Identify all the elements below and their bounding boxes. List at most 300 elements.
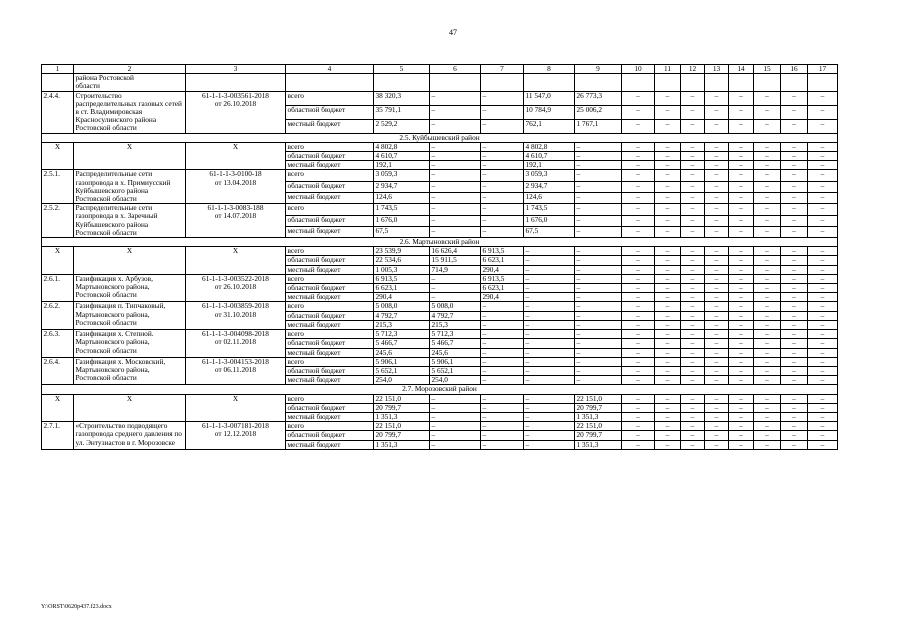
value-cell: 215,3 xyxy=(374,320,430,329)
value-cell: 5 466,7 xyxy=(430,339,481,348)
empty-cell xyxy=(729,74,754,91)
budget-label: всего xyxy=(286,422,374,431)
value-cell: – xyxy=(481,357,524,366)
value-cell: – xyxy=(622,170,655,181)
value-cell: – xyxy=(729,170,754,181)
value-cell: – xyxy=(622,412,655,421)
value-cell: – xyxy=(729,348,754,357)
value-cell: 254,0 xyxy=(430,376,481,385)
value-cell: – xyxy=(781,192,808,203)
value-cell: – xyxy=(481,215,524,226)
column-number: 5 xyxy=(374,65,430,74)
budget-label: областной бюджет xyxy=(286,256,374,265)
column-number: 6 xyxy=(430,65,481,74)
value-cell: – xyxy=(754,215,781,226)
value-cell: – xyxy=(681,403,705,412)
budget-label: всего xyxy=(286,247,374,256)
value-cell: – xyxy=(575,204,622,215)
value-cell: – xyxy=(622,366,655,375)
registration-code: 61-1-1-3-0083-188 от 14.07.2018 xyxy=(186,204,286,238)
value-cell: – xyxy=(681,293,705,302)
value-cell: – xyxy=(808,204,838,215)
value-cell: – xyxy=(781,422,808,431)
value-cell: – xyxy=(729,403,754,412)
value-cell: – xyxy=(729,192,754,203)
value-cell: 6 623,1 xyxy=(374,284,430,293)
value-cell: 4 610,7 xyxy=(524,152,575,161)
value-cell: – xyxy=(808,293,838,302)
value-cell: – xyxy=(524,348,575,357)
value-cell: – xyxy=(729,142,754,151)
table-row xyxy=(42,204,838,215)
value-cell: – xyxy=(681,181,705,192)
value-cell: – xyxy=(681,161,705,170)
value-cell: – xyxy=(524,403,575,412)
value-cell: – xyxy=(729,274,754,283)
value-cell: – xyxy=(681,302,705,311)
row-number: 2.6.4. xyxy=(42,357,74,385)
empty-cell xyxy=(705,74,729,91)
value-cell: – xyxy=(655,256,681,265)
value-cell: – xyxy=(808,284,838,293)
value-cell: 245,6 xyxy=(374,348,430,357)
column-number: 11 xyxy=(655,65,681,74)
value-cell: – xyxy=(622,431,655,440)
value-cell: – xyxy=(481,119,524,133)
value-cell: – xyxy=(808,302,838,311)
value-cell: – xyxy=(754,181,781,192)
value-cell: – xyxy=(754,348,781,357)
empty-cell xyxy=(286,74,374,91)
value-cell: – xyxy=(622,181,655,192)
value-cell: – xyxy=(781,293,808,302)
value-cell: – xyxy=(808,226,838,237)
value-cell: – xyxy=(681,320,705,329)
column-number: 3 xyxy=(186,65,286,74)
value-cell: – xyxy=(481,181,524,192)
value-cell: 22 151,0 xyxy=(374,422,430,431)
value-cell: – xyxy=(705,170,729,181)
table-row xyxy=(42,357,838,366)
value-cell: – xyxy=(575,320,622,329)
column-number: 16 xyxy=(781,65,808,74)
value-cell: 2 934,7 xyxy=(374,181,430,192)
value-cell: – xyxy=(524,247,575,256)
value-cell: – xyxy=(808,394,838,403)
value-cell: 124,6 xyxy=(524,192,575,203)
value-cell: – xyxy=(781,256,808,265)
value-cell: – xyxy=(705,247,729,256)
value-cell: – xyxy=(705,320,729,329)
budget-label: областной бюджет xyxy=(286,403,374,412)
value-cell: – xyxy=(575,366,622,375)
value-cell: – xyxy=(622,357,655,366)
object-name: Х xyxy=(74,247,186,275)
value-cell: – xyxy=(622,311,655,320)
value-cell: 22 151,0 xyxy=(374,394,430,403)
value-cell: 5 906,1 xyxy=(374,357,430,366)
value-cell: – xyxy=(808,357,838,366)
value-cell: – xyxy=(729,247,754,256)
value-cell: – xyxy=(781,170,808,181)
value-cell: – xyxy=(524,265,575,274)
budget-label: местный бюджет xyxy=(286,192,374,203)
value-cell: – xyxy=(575,311,622,320)
value-cell: – xyxy=(655,265,681,274)
row-number: 2.6.2. xyxy=(42,302,74,330)
value-cell: – xyxy=(808,412,838,421)
value-cell: – xyxy=(808,376,838,385)
value-cell: – xyxy=(781,284,808,293)
empty-cell xyxy=(524,74,575,91)
value-cell: – xyxy=(781,311,808,320)
value-cell: – xyxy=(781,302,808,311)
value-cell: 22 151,0 xyxy=(575,394,622,403)
value-cell: – xyxy=(524,422,575,431)
value-cell: 6 913,5 xyxy=(481,274,524,283)
budget-label: местный бюджет xyxy=(286,293,374,302)
section-title: 2.6. Мартыновский район xyxy=(42,238,838,247)
value-cell: 20 799,7 xyxy=(374,403,430,412)
value-cell: – xyxy=(655,204,681,215)
budget-table xyxy=(41,64,838,450)
value-cell: – xyxy=(481,311,524,320)
value-cell: – xyxy=(729,181,754,192)
value-cell: – xyxy=(575,348,622,357)
budget-label: областной бюджет xyxy=(286,105,374,119)
value-cell: – xyxy=(681,422,705,431)
value-cell: – xyxy=(481,170,524,181)
value-cell: – xyxy=(430,440,481,449)
value-cell: 20 799,7 xyxy=(575,431,622,440)
budget-label: местный бюджет xyxy=(286,376,374,385)
value-cell: – xyxy=(681,274,705,283)
value-cell: – xyxy=(655,170,681,181)
value-cell: 22 534,6 xyxy=(374,256,430,265)
value-cell: – xyxy=(655,339,681,348)
value-cell: – xyxy=(481,376,524,385)
value-cell: – xyxy=(754,302,781,311)
value-cell: – xyxy=(481,394,524,403)
value-cell: – xyxy=(705,293,729,302)
value-cell: 1 767,1 xyxy=(575,119,622,133)
budget-label: всего xyxy=(286,357,374,366)
value-cell: 20 799,7 xyxy=(374,431,430,440)
value-cell: – xyxy=(681,142,705,151)
value-cell: – xyxy=(524,431,575,440)
value-cell: – xyxy=(622,119,655,133)
table-row xyxy=(42,394,838,403)
value-cell: – xyxy=(781,376,808,385)
value-cell: – xyxy=(655,226,681,237)
value-cell: – xyxy=(622,403,655,412)
column-number: 13 xyxy=(705,65,729,74)
value-cell: – xyxy=(781,320,808,329)
column-number: 1 xyxy=(42,65,74,74)
budget-label: местный бюджет xyxy=(286,320,374,329)
value-cell: – xyxy=(754,226,781,237)
value-cell: – xyxy=(481,422,524,431)
value-cell: 714,9 xyxy=(430,265,481,274)
value-cell: – xyxy=(622,192,655,203)
table-row xyxy=(42,247,838,256)
table-row xyxy=(42,330,838,339)
value-cell: – xyxy=(754,320,781,329)
value-cell: – xyxy=(808,161,838,170)
value-cell: 6 913,5 xyxy=(374,274,430,283)
value-cell: – xyxy=(781,142,808,151)
value-cell: 1 743,5 xyxy=(374,204,430,215)
table-row xyxy=(42,170,838,181)
value-cell: – xyxy=(430,192,481,203)
value-cell: – xyxy=(781,357,808,366)
value-cell: – xyxy=(681,215,705,226)
value-cell: – xyxy=(655,376,681,385)
value-cell: – xyxy=(430,105,481,119)
value-cell: – xyxy=(808,265,838,274)
value-cell: – xyxy=(622,394,655,403)
value-cell: – xyxy=(781,403,808,412)
value-cell: – xyxy=(808,91,838,105)
value-cell: 5 008,0 xyxy=(430,302,481,311)
budget-label: областной бюджет xyxy=(286,181,374,192)
value-cell: – xyxy=(808,152,838,161)
value-cell: 16 626,4 xyxy=(430,247,481,256)
budget-label: местный бюджет xyxy=(286,348,374,357)
row-number: Х xyxy=(42,247,74,275)
value-cell: – xyxy=(808,256,838,265)
value-cell: – xyxy=(808,119,838,133)
budget-label: местный бюджет xyxy=(286,440,374,449)
section-row xyxy=(42,385,838,394)
empty-cell xyxy=(374,74,430,91)
object-name: «Строительство подводящего газопровода среднего давления по ул. Энтузиастов в г. Морозовске xyxy=(74,422,186,450)
value-cell: – xyxy=(754,431,781,440)
value-cell: – xyxy=(754,394,781,403)
value-cell: – xyxy=(729,394,754,403)
value-cell: 10 784,9 xyxy=(524,105,575,119)
value-cell: – xyxy=(622,152,655,161)
value-cell: – xyxy=(575,284,622,293)
value-cell: – xyxy=(729,440,754,449)
value-cell: – xyxy=(575,161,622,170)
value-cell: – xyxy=(430,215,481,226)
value-cell: – xyxy=(729,152,754,161)
value-cell: – xyxy=(622,293,655,302)
value-cell: – xyxy=(622,348,655,357)
value-cell: – xyxy=(705,330,729,339)
value-cell: – xyxy=(481,161,524,170)
value-cell: – xyxy=(681,91,705,105)
empty-cell xyxy=(481,74,524,91)
value-cell: – xyxy=(524,311,575,320)
value-cell: – xyxy=(655,302,681,311)
value-cell: 4 802,8 xyxy=(374,142,430,151)
value-cell: – xyxy=(481,142,524,151)
value-cell: – xyxy=(655,284,681,293)
registration-code: 61-1-1-3-004098-2018 от 02.11.2018 xyxy=(186,330,286,358)
value-cell: 3 059,3 xyxy=(524,170,575,181)
value-cell: 3 059,3 xyxy=(374,170,430,181)
value-cell: – xyxy=(575,181,622,192)
value-cell: 245,6 xyxy=(430,348,481,357)
value-cell: 254,0 xyxy=(374,376,430,385)
value-cell: – xyxy=(575,339,622,348)
value-cell: – xyxy=(575,274,622,283)
value-cell: – xyxy=(430,403,481,412)
value-cell: – xyxy=(622,422,655,431)
value-cell: – xyxy=(705,226,729,237)
value-cell: – xyxy=(681,226,705,237)
value-cell: – xyxy=(729,284,754,293)
value-cell: 1 351,3 xyxy=(575,440,622,449)
value-cell: – xyxy=(729,302,754,311)
value-cell: – xyxy=(705,394,729,403)
value-cell: – xyxy=(681,105,705,119)
table-row xyxy=(42,422,838,431)
budget-label: всего xyxy=(286,170,374,181)
value-cell: – xyxy=(705,302,729,311)
value-cell: – xyxy=(808,247,838,256)
value-cell: – xyxy=(430,226,481,237)
value-cell: – xyxy=(524,339,575,348)
value-cell: 2 529,2 xyxy=(374,119,430,133)
value-cell: – xyxy=(705,339,729,348)
value-cell: – xyxy=(655,431,681,440)
registration-code: 61-1-1-3-007181-2018 от 12.12.2018 xyxy=(186,422,286,450)
value-cell: – xyxy=(781,440,808,449)
registration-code: 61-1-1-3-0100-18 от 13.04.2018 xyxy=(186,170,286,204)
value-cell: – xyxy=(681,440,705,449)
value-cell: – xyxy=(524,256,575,265)
value-cell: – xyxy=(754,403,781,412)
registration-code: Х xyxy=(186,394,286,422)
object-name: Газификация х. Арбузов, Мартыновского района, Ростовской области xyxy=(74,274,186,302)
value-cell: – xyxy=(729,119,754,133)
value-cell: – xyxy=(781,431,808,440)
value-cell: 4 610,7 xyxy=(374,152,430,161)
value-cell: – xyxy=(808,339,838,348)
value-cell: – xyxy=(754,274,781,283)
value-cell: – xyxy=(754,412,781,421)
column-number: 2 xyxy=(74,65,186,74)
value-cell: – xyxy=(655,142,681,151)
value-cell: – xyxy=(622,284,655,293)
empty-cell xyxy=(430,74,481,91)
value-cell: – xyxy=(808,348,838,357)
value-cell: – xyxy=(524,376,575,385)
value-cell: – xyxy=(681,330,705,339)
value-cell: 5 652,1 xyxy=(374,366,430,375)
value-cell: – xyxy=(754,330,781,339)
row-number: Х xyxy=(42,142,74,170)
value-cell: – xyxy=(681,152,705,161)
column-number: 14 xyxy=(729,65,754,74)
value-cell: – xyxy=(729,256,754,265)
value-cell: 5 652,1 xyxy=(430,366,481,375)
value-cell: – xyxy=(705,403,729,412)
table-row xyxy=(42,302,838,311)
value-cell: – xyxy=(481,440,524,449)
value-cell: – xyxy=(622,339,655,348)
table-row xyxy=(42,91,838,105)
value-cell: – xyxy=(681,119,705,133)
value-cell: – xyxy=(681,412,705,421)
value-cell: – xyxy=(655,357,681,366)
object-name: Распределительные сети газопровода в х. Заречный Куйбышевского района Ростовской области xyxy=(74,204,186,238)
value-cell: – xyxy=(655,152,681,161)
row-number: Х xyxy=(42,394,74,422)
value-cell: – xyxy=(575,330,622,339)
budget-label: всего xyxy=(286,330,374,339)
value-cell: – xyxy=(781,91,808,105)
value-cell: – xyxy=(430,170,481,181)
table-row xyxy=(42,274,838,283)
column-number: 15 xyxy=(754,65,781,74)
value-cell: – xyxy=(808,181,838,192)
value-cell: 5 712,3 xyxy=(430,330,481,339)
value-cell: – xyxy=(808,311,838,320)
budget-label: всего xyxy=(286,394,374,403)
value-cell: – xyxy=(754,284,781,293)
value-cell: – xyxy=(705,274,729,283)
value-cell: – xyxy=(781,394,808,403)
row-number: 2.5.1. xyxy=(42,170,74,204)
value-cell: – xyxy=(622,330,655,339)
value-cell: – xyxy=(524,284,575,293)
value-cell: – xyxy=(681,204,705,215)
value-cell: – xyxy=(524,440,575,449)
value-cell: – xyxy=(754,293,781,302)
budget-label: областной бюджет xyxy=(286,339,374,348)
value-cell: – xyxy=(729,339,754,348)
value-cell: – xyxy=(781,330,808,339)
budget-label: областной бюджет xyxy=(286,431,374,440)
value-cell: – xyxy=(754,170,781,181)
value-cell: – xyxy=(754,247,781,256)
value-cell: – xyxy=(705,105,729,119)
column-number: 17 xyxy=(808,65,838,74)
value-cell: 67,5 xyxy=(524,226,575,237)
value-cell: – xyxy=(729,105,754,119)
value-cell: – xyxy=(655,348,681,357)
value-cell: – xyxy=(681,394,705,403)
value-cell: – xyxy=(729,376,754,385)
value-cell: – xyxy=(808,105,838,119)
value-cell: 1 351,3 xyxy=(575,412,622,421)
value-cell: 5 712,3 xyxy=(374,330,430,339)
column-number: 8 xyxy=(524,65,575,74)
value-cell: – xyxy=(622,265,655,274)
value-cell: – xyxy=(729,215,754,226)
value-cell: – xyxy=(754,204,781,215)
value-cell: – xyxy=(781,366,808,375)
value-cell: – xyxy=(481,302,524,311)
value-cell: – xyxy=(430,274,481,283)
value-cell: 192,1 xyxy=(524,161,575,170)
value-cell: – xyxy=(655,440,681,449)
value-cell: – xyxy=(481,348,524,357)
row-number: 2.5.2. xyxy=(42,204,74,238)
empty-cell xyxy=(575,74,622,91)
value-cell: – xyxy=(430,161,481,170)
value-cell: – xyxy=(655,366,681,375)
value-cell: – xyxy=(705,181,729,192)
value-cell: – xyxy=(575,265,622,274)
value-cell: – xyxy=(754,376,781,385)
value-cell: – xyxy=(781,265,808,274)
object-name: Газификация х. Степной. Мартыновского района, Ростовской области xyxy=(74,330,186,358)
